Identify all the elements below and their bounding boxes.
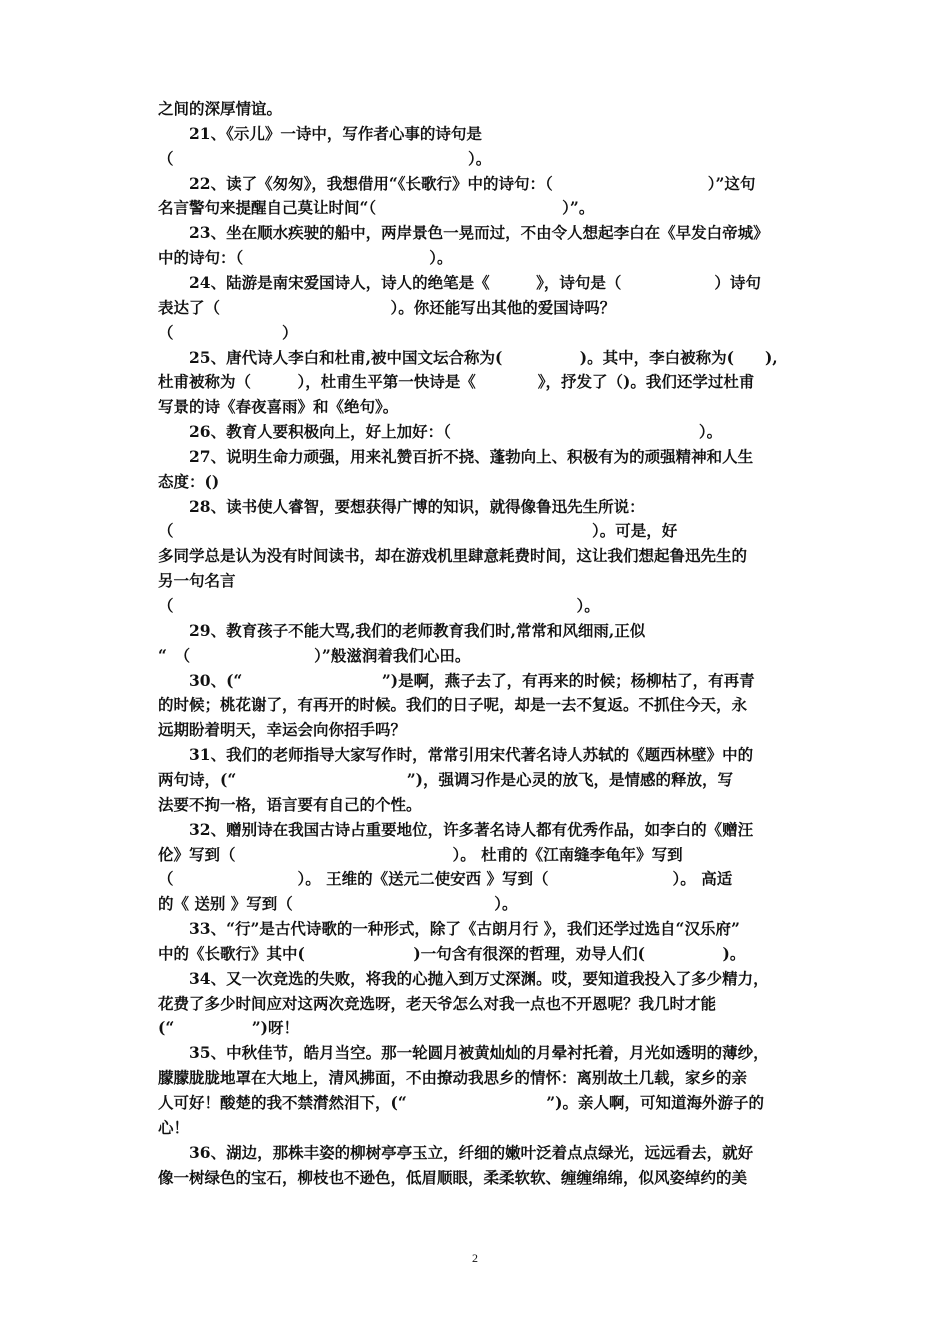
text-line: 25、唐代诗人李白和杜甫,被中国文坛合称为( )。其中，李白被称为( ), [158, 348, 778, 367]
page-number: 2 [472, 1251, 478, 1265]
text-line: 31、我们的老师指导大家写作时，常常引用宋代著名诗人苏轼的《题西林壁》中的 [158, 745, 754, 764]
text-line: 30、(“ ”)是啊，燕子去了，有再来的时候；杨柳枯了，有再青 [158, 671, 755, 690]
text-line: 法要不拘一格，语言要有自己的个性。 [158, 795, 422, 814]
text-line: 24、陆游是南宋爱国诗人，诗人的绝笔是《 》，诗句是（ ）诗句 [158, 273, 761, 292]
text-line: 态度：() [158, 472, 220, 491]
text-line: 22、读了《匆匆》，我想借用“《长歌行》中的诗句：（ ）”这句 [158, 174, 756, 193]
text-line: 26、教育人要积极向上，好上加好：（ ）。 [158, 422, 723, 441]
text-line: 表达了（ ）。你还能写出其他的爱国诗吗？ [158, 298, 616, 317]
text-line: “ （ ）”般滋润着我们心田。 [158, 646, 471, 665]
text-line: 28、读书使人睿智，要想获得广博的知识，就得像鲁迅先生所说： [158, 497, 645, 516]
text-line: （ ）。 [158, 596, 600, 615]
text-line: 写景的诗《春夜喜雨》和《绝句》。 [158, 397, 399, 416]
text-line: 两句诗，(“ ”)，强调习作是心灵的放飞，是情感的释放，写 [158, 770, 734, 789]
text-line: 心！ [158, 1118, 190, 1137]
text-line: 像一树绿色的宝石，柳枝也不逊色，低眉顺眼，柔柔软软、缠缠绵绵，似风姿绰约的美 [158, 1168, 748, 1187]
text-line: 伦》写到（ ）。 杜甫的《江南缝李龟年》写到 [158, 845, 683, 864]
text-line: 之间的深厚情谊。 [158, 99, 283, 118]
text-line: （ ）。可是，好 [158, 521, 678, 540]
text-line: （ ）。 王维的《送元二使安西 》写到（ ）。 高适 [158, 869, 733, 888]
text-line: 人可好！酸楚的我不禁潸然泪下，(“ ”)。亲人啊，可知道海外游子的 [158, 1093, 765, 1112]
text-line: 花费了多少时间应对这两次竞选呀，老天爷怎么对我一点也不开恩呢？我几时才能 [158, 994, 717, 1013]
text-line: (“ ”)呀！ [158, 1018, 299, 1037]
text-line: 34、又一次竞选的失败，将我的心抛入到万丈深渊。哎，要知道我投入了多少精力， [158, 969, 769, 988]
text-line: 中的《长歌行》其中( )一句含有很深的哲理，劝导人们( )。 [158, 944, 746, 963]
text-line: 杜甫被称为（ ），杜甫生平第一快诗是《 》，抒发了（)。我们还学过杜甫 [158, 372, 755, 391]
text-line: 35、中秋佳节，皓月当空。那一轮圆月被黄灿灿的月晕衬托着，月光如透明的薄纱， [158, 1043, 769, 1062]
text-line: 29、教育孩子不能大骂,我们的老师教育我们时,常常和风细雨,正似 [158, 621, 646, 640]
text-line: 多同学总是认为没有时间读书，却在游戏机里肆意耗费时间，这让我们想起鲁迅先生的 [158, 546, 748, 565]
text-line: 朦朦胧胧地罩在大地上，清风拂面，不由撩动我思乡的情怀：离别故土几载，家乡的亲 [158, 1068, 748, 1087]
text-line: 中的诗句：（ ）。 [158, 248, 453, 267]
text-line: 27、说明生命力顽强，用来礼赞百折不挠、蓬勃向上、积极有为的顽强精神和人生 [158, 447, 754, 466]
text-line: 32、赠别诗在我国古诗占重要地位，许多著名诗人都有优秀作品，如李白的《赠汪 [158, 820, 754, 839]
text-line: 的时候；桃花谢了，有再开的时候。我们的日子呢，却是一去不复返。不抓住今天，永 [158, 695, 748, 714]
text-line: 23、坐在顺水疾驶的船中，两岸景色一晃而过，不由令人想起李白在《早发白帝城》 [158, 223, 769, 242]
text-line: 33、“行”是古代诗歌的一种形式，除了《古朗月行 》，我们还学过选自“汉乐府” [158, 919, 740, 938]
text-line: （ ） [158, 323, 298, 342]
text-line: 36、湖边，那株丰姿的柳树亭亭玉立，纤细的嫩叶泛着点点绿光，远远看去，就好 [158, 1143, 754, 1162]
text-line: 远期盼着明天，幸运会向你招手吗？ [158, 720, 407, 739]
text-line: 21、《示儿》一诗中，写作者心事的诗句是 [158, 124, 482, 143]
text-line: （ ）。 [158, 149, 492, 168]
text-line: 的《 送别 》写到（ ）。 [158, 894, 518, 913]
text-line: 名言警句来提醒自己莫让时间“（ ）”。 [158, 198, 595, 217]
text-line: 另一句名言 [158, 571, 236, 590]
